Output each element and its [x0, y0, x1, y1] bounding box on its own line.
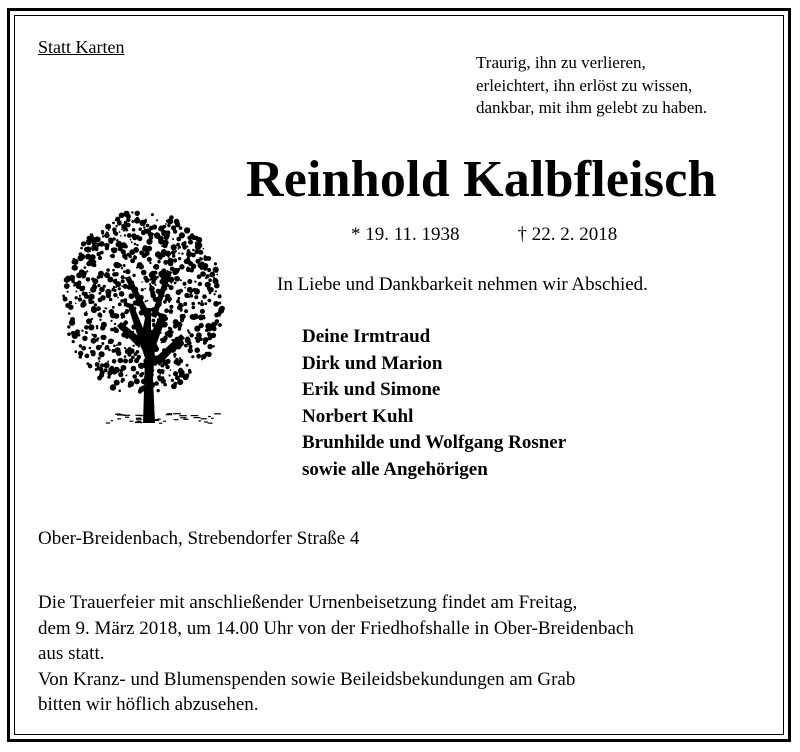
motto-line: dankbar, mit ihm gelebt zu haben. — [476, 98, 708, 117]
birth-date: * 19. 11. 1938 — [351, 224, 460, 245]
address: Ober-Breidenbach, Strebendorfer Straße 4 — [38, 528, 360, 549]
family-member: Erik und Simone — [302, 379, 441, 400]
family-list — [302, 324, 566, 483]
motto-line: erleichtert, ihn erlöst zu wissen, — [476, 75, 693, 95]
motto-line: Traurig, ihn zu verlieren, — [476, 53, 646, 72]
info-line: Von Kranz- und Blumenspenden sowie Beileidsbekundungen am Grab — [38, 668, 576, 690]
family-member: Norbert Kuhl — [302, 405, 414, 427]
farewell-text: In Liebe und Dankbarkeit nehmen wir Abschied. — [277, 274, 648, 295]
death-date: † 22. 2. 2018 — [517, 224, 618, 245]
life-dates — [351, 224, 617, 246]
statt-karten-label: Statt Karten — [38, 37, 125, 57]
funeral-info — [38, 590, 634, 718]
family-member: Brunhilde und Wolfgang Rosner — [302, 432, 567, 453]
info-line: dem 9. März 2018, um 14.00 Uhr von der Friedhofshalle in Ober-Breidenbach — [38, 617, 634, 639]
family-member: sowie alle Angehörigen — [302, 458, 488, 480]
family-member: Dirk und Marion — [302, 352, 443, 374]
motto-verse — [476, 52, 707, 120]
family-member: Deine Irmtraud — [302, 326, 431, 347]
info-line: bitten wir höflich abzusehen. — [38, 694, 259, 715]
info-line: Die Trauerfeier mit anschließender Urnenbeisetzung findet am Freitag, — [38, 592, 578, 613]
deceased-name: Reinhold Kalbfleisch — [246, 151, 717, 208]
tree-icon — [55, 208, 235, 430]
info-line: aus statt. — [38, 643, 105, 664]
